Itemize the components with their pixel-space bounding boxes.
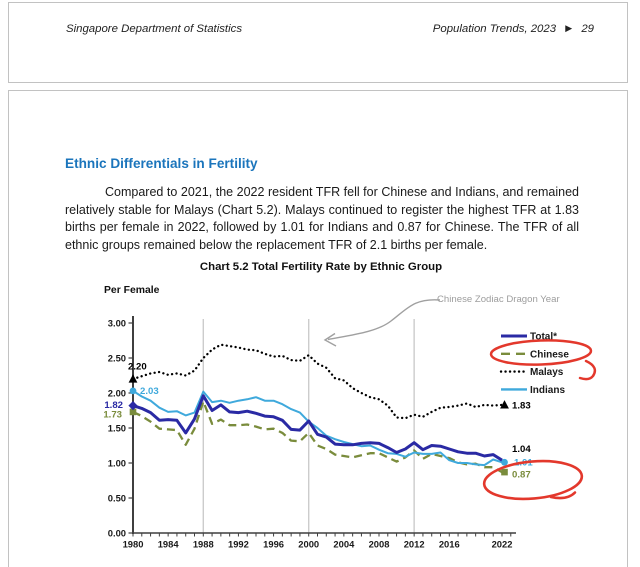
svg-text:1.50: 1.50 [107,422,126,434]
svg-text:2008: 2008 [368,538,390,550]
svg-text:0.00: 0.00 [107,527,126,539]
page-number: 29 [581,23,594,35]
svg-text:2.00: 2.00 [107,387,126,399]
svg-text:1.83: 1.83 [511,400,531,412]
body-paragraph: Compared to 2021, the 2022 resident TFR fell for Chinese and Indians, and remained relatively stable for Malays (Chart 5.2). Malays continued to register the highest TFR at 1.83 births per female in 2022, followed by 1.01 for Indians and 0.87 for Chinese. The TFR of all ethnic groups remained below the replacement TFR of 2.1 births per female. [65,185,579,252]
svg-text:0.87: 0.87 [511,469,531,481]
svg-text:1.04: 1.04 [511,444,531,456]
svg-text:0.50: 0.50 [107,492,126,504]
svg-text:1.01: 1.01 [513,457,533,469]
svg-text:2022: 2022 [491,538,513,550]
svg-text:1.82: 1.82 [104,400,123,412]
page-header-row [66,23,594,35]
page-header-box [8,2,628,83]
svg-text:Total*: Total* [530,331,558,343]
svg-text:Malays: Malays [530,367,564,379]
svg-text:2000: 2000 [298,538,320,550]
svg-text:1992: 1992 [227,538,249,550]
svg-text:2.50: 2.50 [107,352,126,364]
page-arrow-icon: ▶ [565,23,573,33]
publication-title: Population Trends, 2023 [432,23,557,35]
svg-text:2012: 2012 [403,538,425,550]
section-heading: Ethnic Differentials in Fertility [65,156,258,171]
svg-text:2016: 2016 [438,538,460,550]
svg-text:2.20: 2.20 [128,361,147,373]
svg-text:Indians: Indians [530,384,566,396]
svg-text:1.73: 1.73 [103,409,122,421]
svg-text:1996: 1996 [263,538,285,550]
header-left-text: Singapore Department of Statistics [66,23,243,35]
header-right-text [427,23,594,35]
chart-y-axis-label: Per Female [104,285,160,296]
svg-text:1988: 1988 [192,538,214,550]
svg-text:2004: 2004 [333,538,355,550]
svg-text:2.03: 2.03 [140,385,159,397]
svg-text:1.00: 1.00 [107,457,126,469]
svg-text:3.00: 3.00 [107,317,126,329]
svg-text:1984: 1984 [157,538,179,550]
svg-text:1980: 1980 [122,538,144,550]
svg-text:Chinese Zodiac Dragon Year: Chinese Zodiac Dragon Year [437,294,560,305]
chart-title: Chart 5.2 Total Fertility Rate by Ethnic Group [199,261,443,273]
svg-text:Chinese: Chinese [530,349,569,361]
